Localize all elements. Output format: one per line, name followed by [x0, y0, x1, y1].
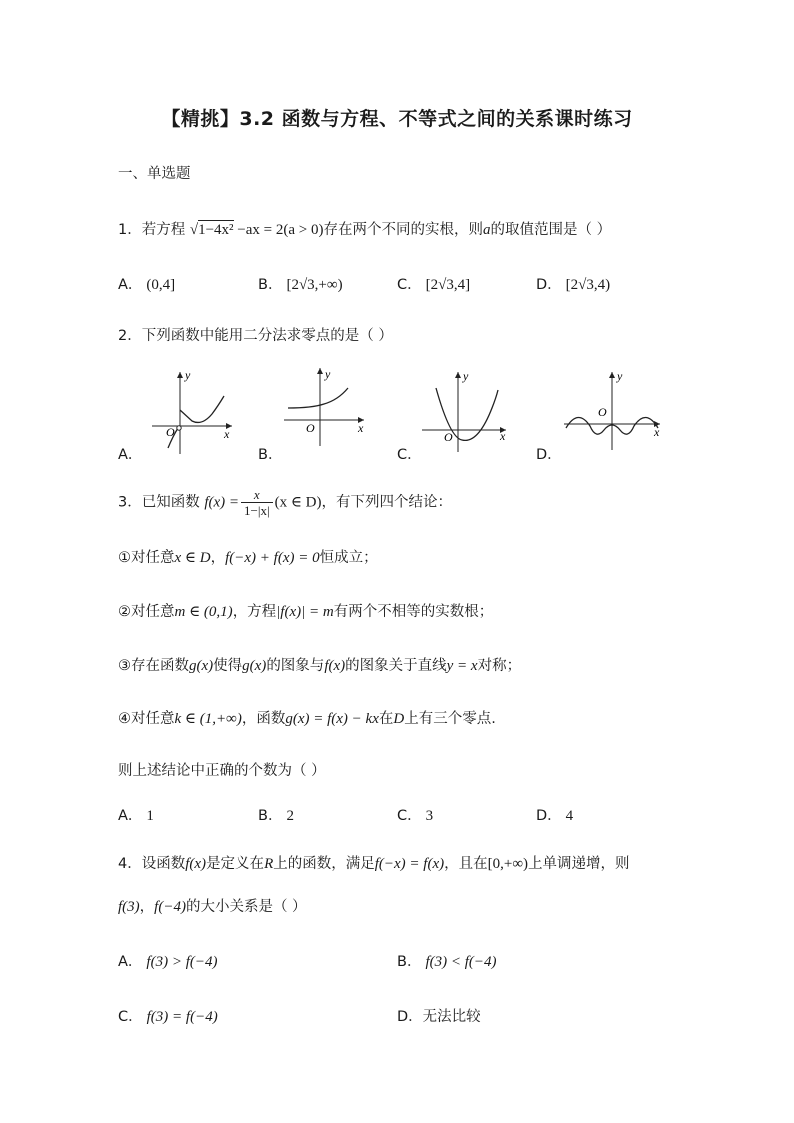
equation: √1−4x² −ax = 2(a > 0): [189, 222, 324, 238]
option-a[interactable]: A． f(3) > f(−4): [118, 954, 218, 970]
option-d[interactable]: D． 4: [536, 808, 574, 824]
option-a[interactable]: A． (0,4]: [118, 277, 176, 293]
graph-b[interactable]: [282, 366, 382, 458]
graph-option-b[interactable]: B．: [258, 447, 283, 463]
fraction: $\frac{x}{1-|x|}$: [241, 488, 273, 517]
origin-label: O: [598, 405, 607, 419]
statement-1: ①对任意x ∈ D，f(−x) + f(x) = 0恒成立；: [118, 550, 378, 566]
graph-option-d[interactable]: D．: [536, 447, 562, 463]
page-title: 【精挑】3.2 函数与方程、不等式之间的关系课时练习: [161, 108, 633, 130]
option-c[interactable]: C． f(3) = f(−4): [118, 1009, 218, 1025]
question-text: 已知函数: [141, 494, 200, 511]
question-4-line-2: f(3)，f(−4)的大小关系是（ ）: [118, 899, 307, 915]
question-number: 3．: [118, 494, 142, 511]
axis-y-label: y: [185, 368, 191, 382]
axis-x-label: x: [500, 429, 506, 443]
statement-3: ③存在函数g(x)使得g(x)的图象与f(x)的图象关于直线y = x对称；: [118, 658, 522, 674]
axis-x-label: x: [654, 425, 660, 439]
graph-option-a[interactable]: A．: [118, 447, 143, 463]
question-3: 3．已知函数 f(x) = $\frac{x}{1-|x|}$ (x ∈ D)，有下列四个结论：: [118, 487, 453, 518]
origin-label: O: [166, 425, 175, 439]
option-d[interactable]: D．无法比较: [397, 1009, 481, 1025]
axis-x-label: x: [358, 421, 364, 435]
question-2: 2．下列函数中能用二分法求零点的是（ ）: [118, 328, 393, 344]
option-b[interactable]: B． [2√3,+∞): [258, 277, 343, 293]
section-heading: 一、单选题: [118, 166, 191, 182]
graph-c[interactable]: [418, 366, 518, 458]
axis-y-label: y: [463, 369, 469, 383]
question-text: 存在两个不同的实根，则: [323, 222, 483, 238]
origin-label: O: [444, 430, 453, 444]
question-4: 4．设函数f(x)是定义在R上的函数，满足f(−x) = f(x)，且在[0,+∞)上单调递增，则: [118, 856, 630, 872]
axis-x-label: x: [224, 427, 230, 441]
question-text: 若方程: [141, 222, 186, 238]
option-a[interactable]: A． 1: [118, 808, 154, 824]
graph-d[interactable]: [562, 366, 668, 458]
domain: (x ∈ D): [274, 494, 322, 511]
question-1: [118, 218, 611, 239]
statement-4: ④对任意k ∈ (1,+∞)，函数g(x) = f(x) − kx在D上有三个零点.: [118, 711, 496, 727]
variable: a: [482, 222, 491, 238]
option-b[interactable]: B． f(3) < f(−4): [397, 954, 497, 970]
option-b[interactable]: B． 2: [258, 808, 294, 824]
graph-option-c[interactable]: C．: [397, 447, 422, 463]
axis-y-label: y: [617, 369, 623, 383]
function-lhs: f(x) =: [204, 494, 240, 511]
question-number: 1．: [118, 222, 142, 238]
option-c[interactable]: C． 3: [397, 808, 434, 824]
graph-a[interactable]: [140, 366, 240, 458]
axis-y-label: y: [325, 367, 331, 381]
statement-2: ②对任意m ∈ (0,1)，方程|f(x)| = m有两个不相等的实数根；: [118, 604, 494, 620]
option-c[interactable]: C． [2√3,4]: [397, 277, 471, 293]
question-text: 的取值范围是（ ）: [490, 222, 612, 238]
origin-label: O: [306, 421, 315, 435]
question-3-prompt: 则上述结论中正确的个数为（ ）: [118, 763, 326, 779]
option-d[interactable]: D． [2√3,4): [536, 277, 611, 293]
